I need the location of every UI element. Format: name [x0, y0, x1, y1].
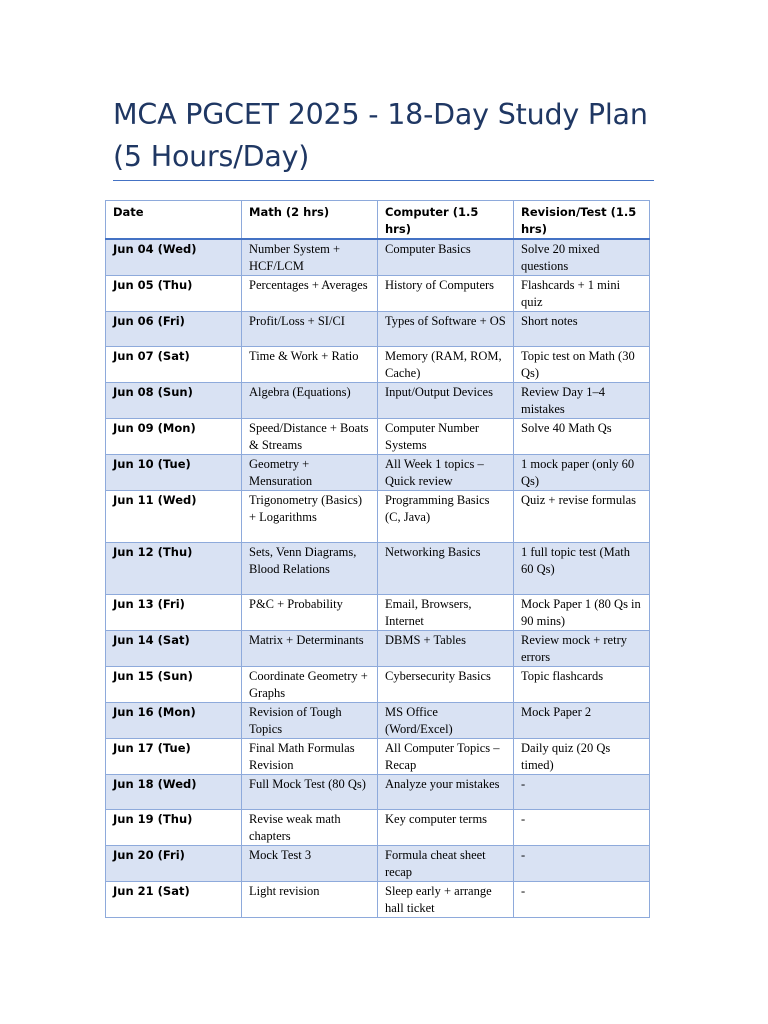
cell-computer: Memory (RAM, ROM, Cache) — [378, 347, 514, 383]
cell-revision: Daily quiz (20 Qs timed) — [514, 739, 650, 775]
cell-math: Number System + HCF/LCM — [242, 239, 378, 276]
cell-math: Light revision — [242, 882, 378, 918]
cell-date: Jun 13 (Fri) — [106, 595, 242, 631]
cell-date: Jun 08 (Sun) — [106, 383, 242, 419]
cell-date: Jun 14 (Sat) — [106, 631, 242, 667]
cell-math: Matrix + Determinants — [242, 631, 378, 667]
cell-math: Revise weak math chapters — [242, 810, 378, 846]
cell-computer: Types of Software + OS — [378, 312, 514, 347]
table-row — [106, 810, 650, 846]
table-row — [106, 846, 650, 882]
cell-date: Jun 21 (Sat) — [106, 882, 242, 918]
cell-math: Sets, Venn Diagrams, Blood Relations — [242, 543, 378, 595]
cell-date: Jun 10 (Tue) — [106, 455, 242, 491]
cell-computer: MS Office (Word/Excel) — [378, 703, 514, 739]
header-math: Math (2 hrs) — [242, 201, 378, 240]
cell-date: Jun 12 (Thu) — [106, 543, 242, 595]
cell-computer: Cybersecurity Basics — [378, 667, 514, 703]
cell-date: Jun 18 (Wed) — [106, 775, 242, 810]
header-date: Date — [106, 201, 242, 240]
table-row — [106, 491, 650, 543]
table-row — [106, 383, 650, 419]
table-row — [106, 882, 650, 918]
table-header-row — [106, 201, 650, 240]
cell-date: Jun 11 (Wed) — [106, 491, 242, 543]
cell-math: P&C + Probability — [242, 595, 378, 631]
cell-computer: Input/Output Devices — [378, 383, 514, 419]
cell-date: Jun 06 (Fri) — [106, 312, 242, 347]
cell-math: Trigonometry (Basics) + Logarithms — [242, 491, 378, 543]
cell-math: Time & Work + Ratio — [242, 347, 378, 383]
cell-date: Jun 09 (Mon) — [106, 419, 242, 455]
cell-date: Jun 20 (Fri) — [106, 846, 242, 882]
cell-revision: 1 mock paper (only 60 Qs) — [514, 455, 650, 491]
cell-math: Percentages + Averages — [242, 276, 378, 312]
table-row — [106, 667, 650, 703]
table-row — [106, 775, 650, 810]
cell-computer: All Computer Topics – Recap — [378, 739, 514, 775]
page-title: MCA PGCET 2025 - 18-Day Study Plan (5 Hours/Day) — [113, 98, 648, 173]
header-computer: Computer (1.5 hrs) — [378, 201, 514, 240]
cell-revision: Solve 20 mixed questions — [514, 239, 650, 276]
cell-revision: - — [514, 882, 650, 918]
cell-math: Geometry + Mensuration — [242, 455, 378, 491]
cell-computer: Email, Browsers, Internet — [378, 595, 514, 631]
cell-math: Speed/Distance + Boats & Streams — [242, 419, 378, 455]
cell-computer: DBMS + Tables — [378, 631, 514, 667]
table-row — [106, 312, 650, 347]
cell-math: Revision of Tough Topics — [242, 703, 378, 739]
cell-date: Jun 17 (Tue) — [106, 739, 242, 775]
table-row — [106, 703, 650, 739]
cell-math: Profit/Loss + SI/CI — [242, 312, 378, 347]
cell-revision: Mock Paper 2 — [514, 703, 650, 739]
cell-computer: Computer Basics — [378, 239, 514, 276]
cell-computer: Programming Basics (C, Java) — [378, 491, 514, 543]
cell-revision: - — [514, 775, 650, 810]
cell-revision: Flashcards + 1 mini quiz — [514, 276, 650, 312]
cell-date: Jun 07 (Sat) — [106, 347, 242, 383]
table-row — [106, 419, 650, 455]
title-divider — [113, 180, 654, 181]
cell-date: Jun 05 (Thu) — [106, 276, 242, 312]
cell-computer: Key computer terms — [378, 810, 514, 846]
cell-computer: Sleep early + arrange hall ticket — [378, 882, 514, 918]
cell-computer: Formula cheat sheet recap — [378, 846, 514, 882]
cell-math: Algebra (Equations) — [242, 383, 378, 419]
cell-revision: Mock Paper 1 (80 Qs in 90 mins) — [514, 595, 650, 631]
table-row — [106, 239, 650, 276]
cell-revision: Quiz + revise formulas — [514, 491, 650, 543]
cell-math: Final Math Formulas Revision — [242, 739, 378, 775]
cell-revision: Review Day 1–4 mistakes — [514, 383, 650, 419]
table-row — [106, 631, 650, 667]
cell-computer: All Week 1 topics – Quick review — [378, 455, 514, 491]
cell-date: Jun 04 (Wed) — [106, 239, 242, 276]
header-revision: Revision/Test (1.5 hrs) — [514, 201, 650, 240]
table-row — [106, 276, 650, 312]
cell-revision: 1 full topic test (Math 60 Qs) — [514, 543, 650, 595]
cell-math: Full Mock Test (80 Qs) — [242, 775, 378, 810]
study-plan-table — [105, 200, 650, 918]
cell-date: Jun 15 (Sun) — [106, 667, 242, 703]
cell-computer: Networking Basics — [378, 543, 514, 595]
table-row — [106, 739, 650, 775]
cell-math: Coordinate Geometry + Graphs — [242, 667, 378, 703]
cell-computer: Computer Number Systems — [378, 419, 514, 455]
cell-revision: Solve 40 Math Qs — [514, 419, 650, 455]
table-row — [106, 347, 650, 383]
cell-math: Mock Test 3 — [242, 846, 378, 882]
cell-revision: Topic flashcards — [514, 667, 650, 703]
cell-date: Jun 19 (Thu) — [106, 810, 242, 846]
cell-revision: Short notes — [514, 312, 650, 347]
cell-revision: - — [514, 846, 650, 882]
cell-revision: Review mock + retry errors — [514, 631, 650, 667]
cell-computer: History of Computers — [378, 276, 514, 312]
cell-revision: - — [514, 810, 650, 846]
table-row — [106, 595, 650, 631]
table-row — [106, 543, 650, 595]
table-row — [106, 455, 650, 491]
cell-computer: Analyze your mistakes — [378, 775, 514, 810]
cell-revision: Topic test on Math (30 Qs) — [514, 347, 650, 383]
cell-date: Jun 16 (Mon) — [106, 703, 242, 739]
